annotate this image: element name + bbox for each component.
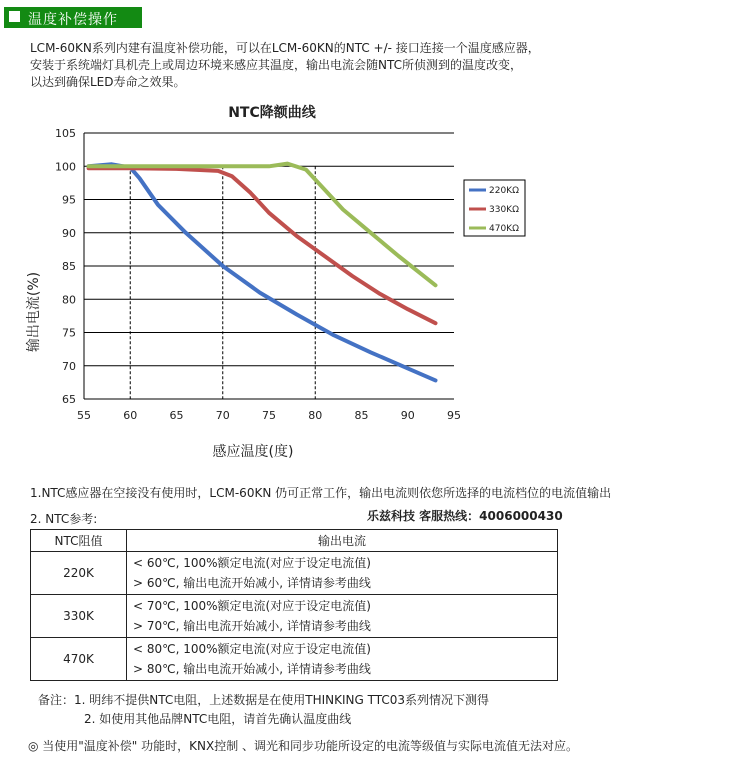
remark-block xyxy=(38,691,489,729)
note-ntc-unconnected: 1.NTC感应器在空接没有使用时，LCM-60KN 仍可正常工作，输出电流则依您所选择的电流档位的电流值输出 xyxy=(30,486,612,500)
table-row xyxy=(31,595,558,638)
footnote: ◎ 当使用"温度补偿" 功能时，KNX控制 、调光和同步功能所设定的电流等级值与实际电流值无法对应。 xyxy=(28,739,579,753)
x-tick-label: 90 xyxy=(400,409,415,422)
col-header-ntc: NTC阻值 xyxy=(31,530,127,552)
series-line-0 xyxy=(89,164,436,380)
y-tick-label: 70 xyxy=(62,359,76,373)
y-axis-label: 输出电流(%) xyxy=(26,271,42,353)
chart-title: NTC降额曲线 xyxy=(228,105,316,121)
section-title: 温度补偿操作 xyxy=(28,12,118,28)
ntc-value: 330K xyxy=(31,595,127,638)
y-tick-label: 80 xyxy=(62,293,76,307)
ntc-derating-chart xyxy=(20,96,540,471)
x-tick-label: 65 xyxy=(169,409,184,422)
x-tick-label: 75 xyxy=(262,409,276,422)
y-tick-label: 105 xyxy=(55,127,76,140)
x-tick-label: 85 xyxy=(354,409,369,422)
intro-paragraph xyxy=(30,40,730,91)
y-tick-label: 90 xyxy=(62,226,76,240)
y-tick-label: 85 xyxy=(62,260,76,273)
table-row xyxy=(31,552,558,595)
legend-entry: 470KΩ xyxy=(489,224,519,234)
y-axis-ticks xyxy=(55,127,76,406)
y-tick-label: 100 xyxy=(55,160,76,174)
x-axis-ticks xyxy=(77,409,461,422)
x-tick-label: 70 xyxy=(215,409,230,422)
intro-line: 以达到确保LED寿命之效果。 xyxy=(30,75,186,89)
x-tick-label: 55 xyxy=(77,409,91,422)
y-tick-label: 95 xyxy=(62,193,76,207)
desc-line: < 70℃, 100%额定电流(对应于设定电流值) xyxy=(133,599,371,613)
section-header xyxy=(4,7,142,28)
output-desc xyxy=(127,552,558,595)
desc-line: < 60℃, 100%额定电流(对应于设定电流值) xyxy=(133,556,371,570)
ntc-value: 470K xyxy=(31,638,127,681)
desc-line: > 80℃, 输出电流开始减小, 详情请参考曲线 xyxy=(133,662,371,676)
x-tick-label: 60 xyxy=(123,409,138,422)
table-header-row xyxy=(31,530,558,552)
remark-line: 2. 如使用其他品牌NTC电阻，请首先确认温度曲线 xyxy=(84,712,352,726)
ntc-reference-label: 2. NTC参考: xyxy=(30,512,98,526)
x-tick-label: 80 xyxy=(308,409,323,422)
remark-line: 备注：1. 明纬不提供NTC电阻，上述数据是在使用THINKING TTC03系列情况下测得 xyxy=(38,693,490,707)
legend-entry: 330KΩ xyxy=(489,205,519,215)
col-header-output: 输出电流 xyxy=(127,530,558,552)
y-tick-label: 65 xyxy=(62,393,76,406)
table-row xyxy=(31,638,558,681)
y-tick-label: 75 xyxy=(62,326,76,340)
ntc-value: 220K xyxy=(31,552,127,595)
chart-series xyxy=(89,164,436,381)
intro-line: LCM-60KN系列内建有温度补偿功能，可以在LCM-60KN的NTC +/- 接口连接一个温度感应器， xyxy=(30,41,540,55)
desc-line: > 60℃, 输出电流开始减小, 详情请参考曲线 xyxy=(133,576,371,590)
header-square-icon xyxy=(9,11,20,22)
legend-entry: 220KΩ xyxy=(489,186,519,196)
intro-line: 安装于系统端灯具机壳上或周边环境来感应其温度，输出电流会随NTC所侦测到的温度改变， xyxy=(30,58,522,72)
x-tick-label: 95 xyxy=(447,409,461,422)
output-desc xyxy=(127,595,558,638)
x-axis-label: 感应温度(度) xyxy=(212,444,294,460)
chart-vertical-markers xyxy=(130,166,315,399)
chart-legend xyxy=(464,180,525,236)
output-desc xyxy=(127,638,558,681)
ntc-reference-table xyxy=(30,529,558,681)
desc-line: < 80℃, 100%额定电流(对应于设定电流值) xyxy=(133,642,371,656)
desc-line: > 70℃, 输出电流开始减小, 详情请参考曲线 xyxy=(133,619,371,633)
service-hotline: 乐兹科技 客服热线：4006000430 xyxy=(367,509,563,523)
chart-grid xyxy=(84,166,454,366)
